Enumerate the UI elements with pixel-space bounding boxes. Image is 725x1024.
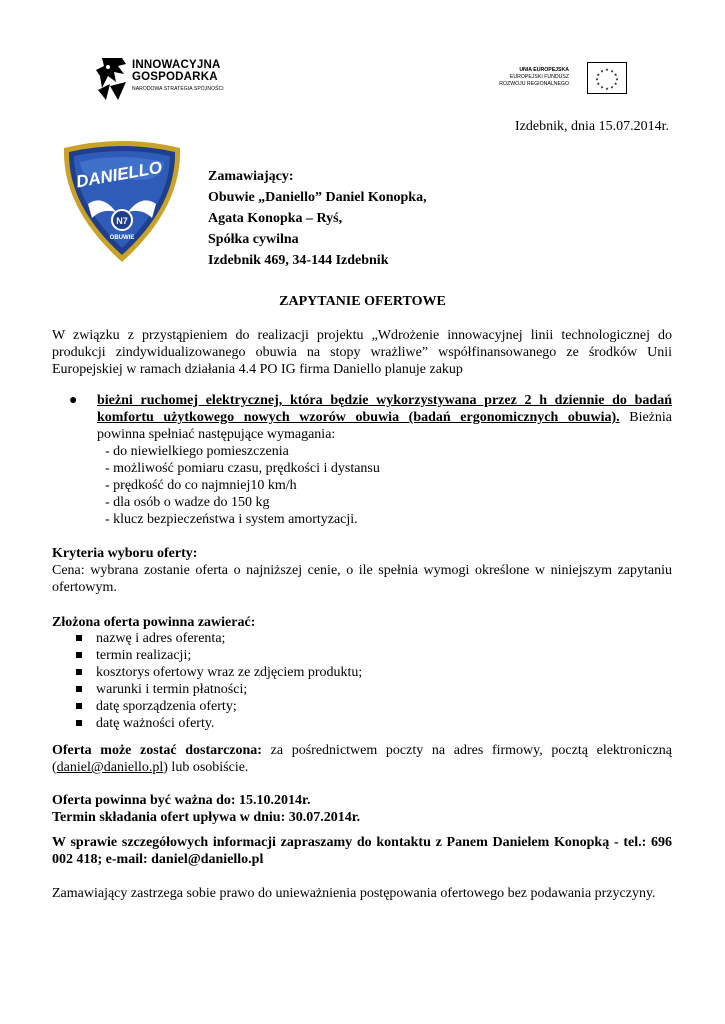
bullet-dot-icon: ●	[69, 393, 78, 408]
validity-block	[52, 792, 360, 826]
item-description: bieżni ruchomej elektrycznej, która będzie wykorzystywana przez 2 h dziennie do badań komfortu użytkowego nowych wzorów obuwia (badań ergonomicznych obuwia).	[97, 393, 672, 425]
eu-logo	[500, 62, 627, 94]
eu-line3: ROZWOJU REGIONALNEGO	[499, 81, 569, 87]
requirement-item: - do niewielkiego pomieszczenia	[105, 444, 289, 459]
ig-title-line2: GOSPODARKA	[132, 71, 218, 83]
svg-text:★: ★	[595, 76, 599, 82]
date-line: Izdebnik, dnia 15.07.2014r.	[515, 119, 669, 134]
requirement-item: - prędkość do co najmniej10 km/h	[105, 478, 297, 493]
requirement-item: - klucz bezpieczeństwa i system amortyzacji.	[105, 512, 358, 527]
svg-text:★: ★	[615, 76, 619, 82]
criteria-text: Cena: wybrana zostanie oferta o najniższej cenie, o ile spełnia wymogi określone w niniejszym zapytaniu ofertowym.	[52, 563, 672, 595]
orderer-line2: Agata Konopka – Ryś,	[208, 211, 343, 226]
item-requirements-intro: Bieżnia powinna spełniać następujące wymagania:	[97, 410, 672, 442]
svg-text:★: ★	[610, 68, 614, 74]
criteria-heading: Kryteria wyboru oferty:	[52, 546, 198, 561]
svg-text:★: ★	[605, 86, 609, 91]
intro-paragraph: W związku z przystąpieniem do realizacji projektu „Wdrożenie innowacyjnej linii technologicznej do produkcji zindywidualizowanego obuwia na stopy wrażliwe” współfinansowanego ze środków Unii Europejskiej w ramach działania 4.4 PO IG firma Daniello planuje zakup	[52, 328, 672, 377]
innowacyjna-gospodarka-logo	[96, 56, 246, 106]
valid-until: Oferta powinna być ważna do: 15.10.2014r.	[52, 793, 311, 808]
svg-text:★: ★	[613, 81, 618, 86]
orderer-block	[208, 166, 427, 271]
square-bullet-icon	[76, 686, 82, 692]
svg-text:★: ★	[610, 84, 614, 90]
document-title: ZAPYTANIE OFERTOWE	[279, 294, 446, 309]
svg-text:★: ★	[613, 72, 618, 77]
delivery-paragraph	[52, 742, 672, 776]
reservation-paragraph: Zamawiający zastrzega sobie prawo do unieważnienia postępowania ofertowego bez podawania przyczyny.	[52, 886, 656, 901]
ig-subtitle: NARODOWA STRATEGIA SPÓJNOŚCI	[132, 86, 224, 92]
crest-badge-text: N7	[116, 216, 128, 226]
contact-paragraph: W sprawie szczegółowych informacji zapraszamy do kontaktu z Panem Danielem Konopką - tel.: 696 002 418; e-mail: daniel@daniello.pl	[52, 835, 672, 867]
orderer-line1: Obuwie „Daniello” Daniel Konopka,	[208, 190, 427, 205]
svg-text:★: ★	[596, 72, 601, 77]
square-bullet-icon	[76, 720, 82, 726]
ig-title-line1: INNOWACYJNA	[132, 59, 221, 71]
daniello-crest-logo	[58, 138, 186, 266]
delivery-text: za pośrednictwem poczty na adres firmowy, pocztą elektroniczną (	[52, 743, 672, 775]
eu-flag-icon	[587, 62, 627, 94]
delivery-tail: ) lub osobiście.	[163, 760, 249, 775]
eu-line1: UNIA EUROPEJSKA	[519, 67, 569, 73]
svg-text:★: ★	[600, 68, 604, 74]
requirement-item: - możliwość pomiaru czasu, prędkości i dystansu	[105, 461, 380, 476]
square-bullet-icon	[76, 669, 82, 675]
offer-heading: Złożona oferta powinna zawierać:	[52, 615, 256, 630]
criteria-section	[52, 545, 672, 596]
ig-logo-icon	[96, 56, 130, 102]
requirement-item: - dla osób o wadze do 150 kg	[105, 495, 270, 510]
svg-text:★: ★	[596, 81, 601, 86]
square-bullet-icon	[76, 652, 82, 658]
orderer-label: Zamawiający:	[208, 169, 294, 184]
crest-sub-text: OBUWIE	[109, 235, 135, 241]
delivery-heading: Oferta może zostać dostarczona:	[52, 743, 262, 758]
square-bullet-icon	[76, 635, 82, 641]
eu-line2: EUROPEJSKI FUNDUSZ	[509, 74, 569, 80]
submission-deadline: Termin składania ofert upływa w dniu: 30.07.2014r.	[52, 810, 361, 825]
orderer-line3: Spółka cywilna	[208, 232, 299, 247]
crest-brand-text: DANIELLO	[74, 157, 164, 192]
orderer-line4: Izdebnik 469, 34-144 Izdebnik	[208, 253, 389, 268]
email-link[interactable]: daniel@daniello.pl	[56, 760, 164, 775]
svg-text:★: ★	[600, 84, 604, 90]
svg-text:★: ★	[605, 67, 609, 72]
square-bullet-icon	[76, 703, 82, 709]
